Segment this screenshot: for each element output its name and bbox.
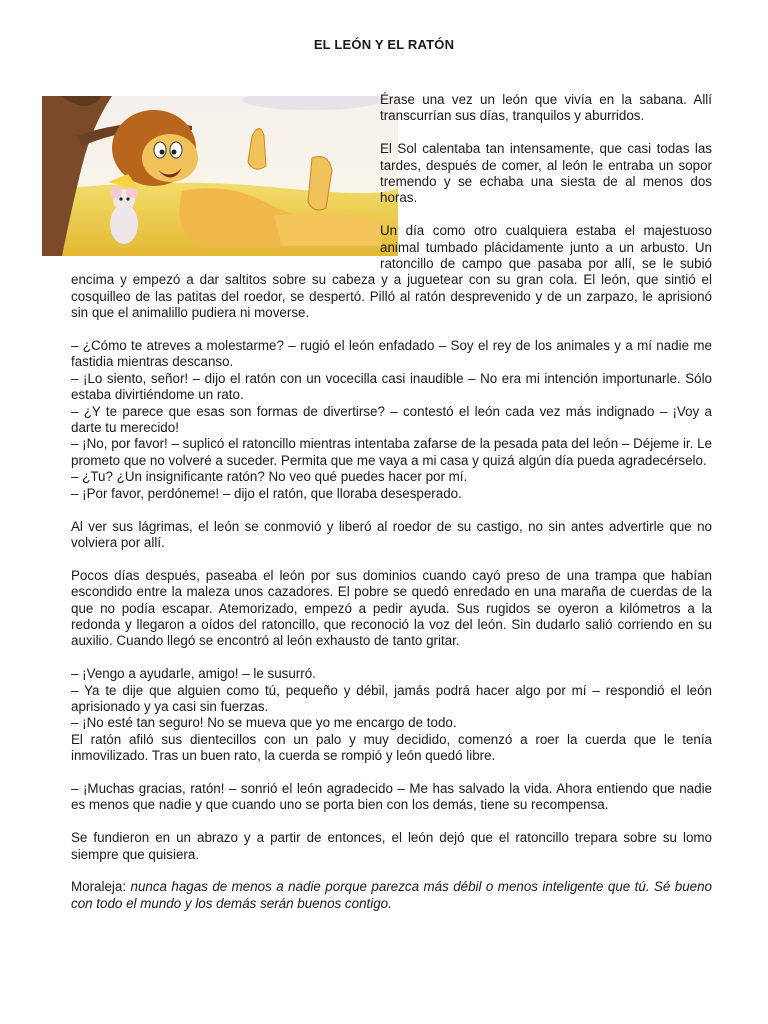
- dialogue-line: – ¡No esté tan seguro! No se mueva que yo me encargo de todo.: [71, 715, 457, 731]
- page-title: EL LEÓN Y EL RATÓN: [313, 37, 455, 52]
- moral: [71, 879, 712, 912]
- paragraph-release: Al ver sus lágrimas, el león se conmovió y liberó al roedor de su castigo, no sin antes advertirle que no volviera por allí.: [71, 518, 712, 550]
- paragraph-intro: Érase una vez un león que vivía en la sabana. Allí transcurrían sus días, tranquilos y aburridos.: [380, 92, 712, 124]
- dialogue-line: – Ya te dije que alguien como tú, pequeño y débil, jamás podrá hacer algo por mí – respondió el león aprisionado y ya casi sin fuerzas.: [71, 682, 712, 714]
- dialogue-line: – ¡Por favor, perdóneme! – dijo el ratón, que lloraba desesperado.: [71, 485, 462, 501]
- paragraph-ending: Se fundieron en un abrazo y a partir de entonces, el león dejó que el ratoncillo trepara sobre su lomo siempre que quisiera.: [71, 830, 712, 862]
- dialogue-line: – ¡No, por favor! – suplicó el ratoncillo mientras intentaba zafarse de la pesada pata del león – Déjeme ir. Le prometo que no volveré a suceder. Permita que me vaya a mi casa y quizá algún día pueda agradecérselo.: [71, 436, 712, 468]
- story-body: [71, 92, 712, 929]
- moral-text: nunca hagas de menos a nadie porque parezca más débil o menos inteligente que tú. Sé bueno con todo el mundo y los demás serán buenos contigo.: [71, 879, 712, 911]
- paragraph-sun: El Sol calentaba tan intensamente, que casi todas las tardes, después de comer, al león le entraba un sopor tremendo y se echaba una siesta de al menos dos horas.: [380, 141, 712, 206]
- dialogue-line: – ¡Lo siento, señor! – dijo el ratón con un vocecilla casi inaudible – No era mi intención importunarle. Sólo estaba divirtiéndome un rato.: [71, 370, 712, 403]
- dialogue-line: – ¡Muchas gracias, ratón! – sonrió el león agradecido – Me has salvado la vida. Ahora entiendo que nadie es menos que nadie y que cuando uno se porta bien con los demás, tiene su recompensa.: [71, 780, 712, 813]
- dialogue-line: – ¿Y te parece que esas son formas de divertirse? – contestó el león cada vez más indignado – ¡Voy a darte tu merecido!: [71, 403, 712, 436]
- dialogue-line: – ¿Tu? ¿Un insignificante ratón? No veo qué puedes hacer por mí.: [71, 469, 468, 485]
- dialogue-line: – ¿Cómo te atreves a molestarme? – rugió el león enfadado – Soy el rey de los animales y a mí nadie me fastidia mientras descanso.: [71, 338, 712, 370]
- moral-label: Moraleja:: [71, 879, 131, 895]
- paragraph-trap: Pocos días después, paseaba el león por sus dominios cuando cayó preso de una trampa que habían escondido entre la maleza unos cazadores. El pobre se quedó enredado en una maraña de cuerdas de la que no podía escapar. Atemorizado, empezó a pedir ayuda. Sus rugidos se oyeron a kilómetros a la redonda y llegaron a oídos del ratoncillo, que reconoció la voz del león. Sin dudarlo salió corriendo en su auxilio. Cuando llegó se encontró al león exhausto de tanto gritar.: [71, 567, 712, 649]
- dialogue-line: – ¡Vengo a ayudarle, amigo! – le susurró.: [71, 666, 316, 682]
- paragraph-rescue: El ratón afiló sus dientecillos con un palo y muy decidido, comenzó a roer la cuerda que le tenía inmovilizado. Tras un buen rato, la cuerda se rompió y león quedó libre.: [71, 731, 712, 764]
- paragraph-mouse-arrives: Un día como otro cualquiera estaba el majestuoso animal tumbado plácidamente junto a un arbusto. Un ratoncillo de campo que pasaba por allí, se le subió encima y empezó a dar saltitos sobre su cabeza y a juguetear con su gran cola. El león, que sintió el cosquilleo de las patitas del roedor, se despertó. Pilló al ratón desprevenido y de un zarpazo, le aprisionó sin que el animalillo pudiera ni moverse.: [71, 223, 712, 321]
- illustration-spacer: [42, 92, 380, 262]
